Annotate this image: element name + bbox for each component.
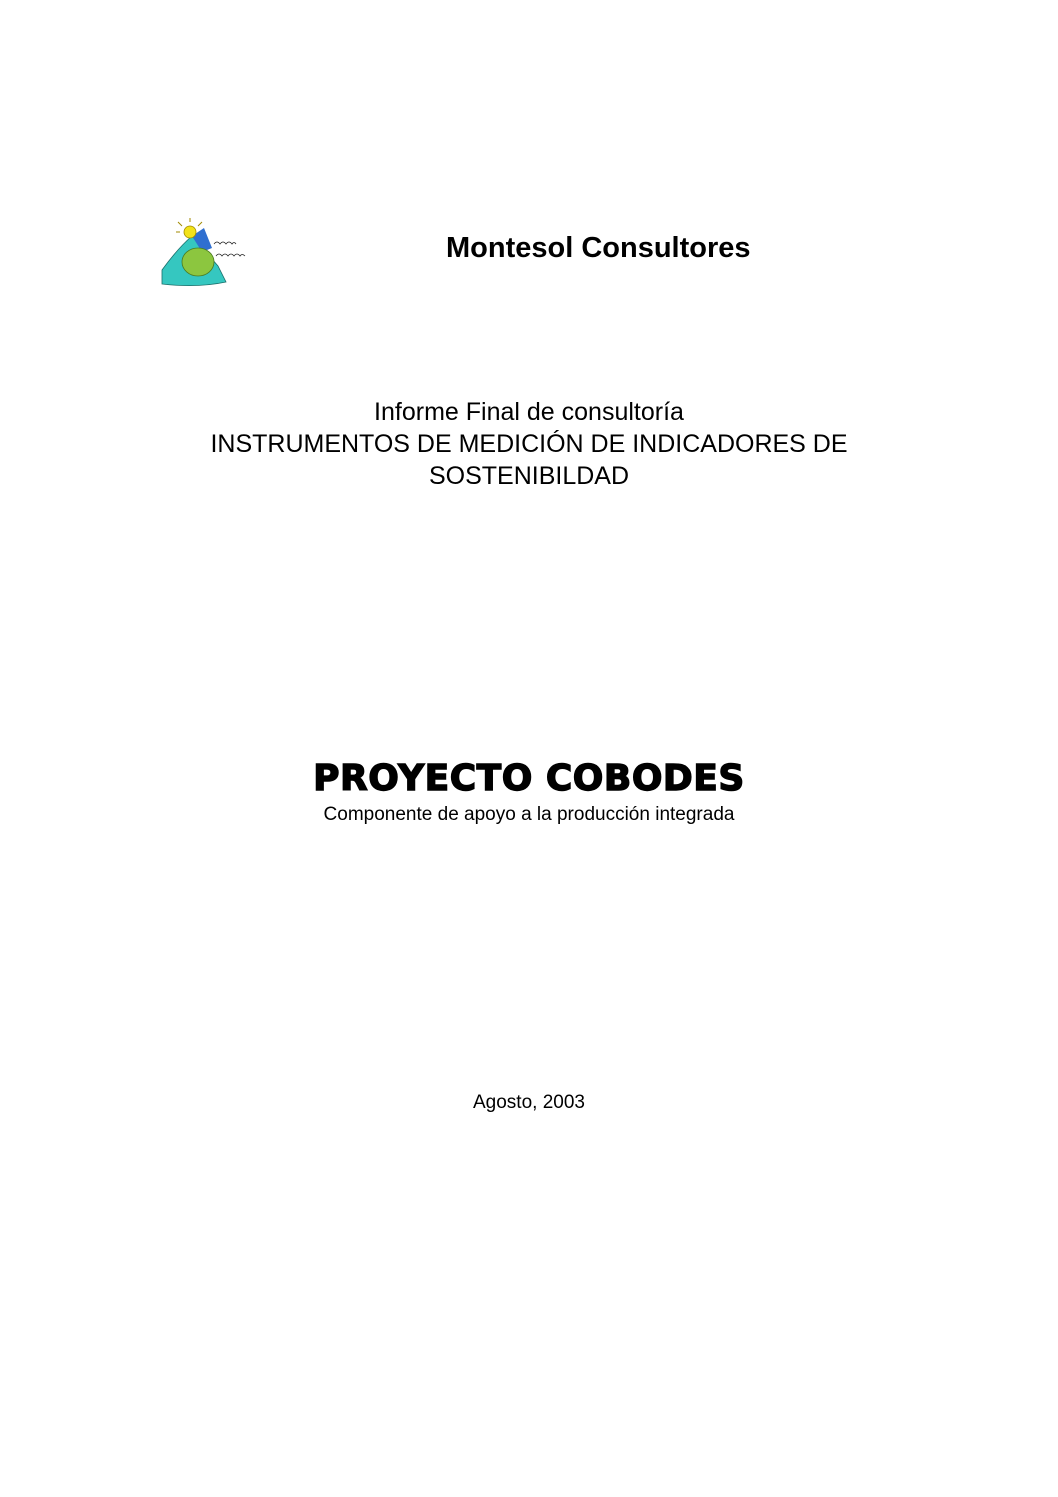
report-date: Agosto, 2003: [473, 1092, 585, 1113]
report-title-line-2: SOSTENIBILDAD: [428, 462, 630, 490]
report-type: Informe Final de consultoría: [374, 398, 684, 426]
report-title-block: [0, 396, 1058, 492]
project-title: PROYECTO COBODES: [313, 758, 745, 799]
report-title-line-1: INSTRUMENTOS DE MEDICIÓN DE INDICADORES DE: [210, 430, 848, 458]
project-subtitle: Componente de apoyo a la producción integrada: [323, 804, 735, 825]
company-name: Montesol Consultores: [446, 232, 751, 264]
montesol-logo-icon: [158, 208, 266, 292]
